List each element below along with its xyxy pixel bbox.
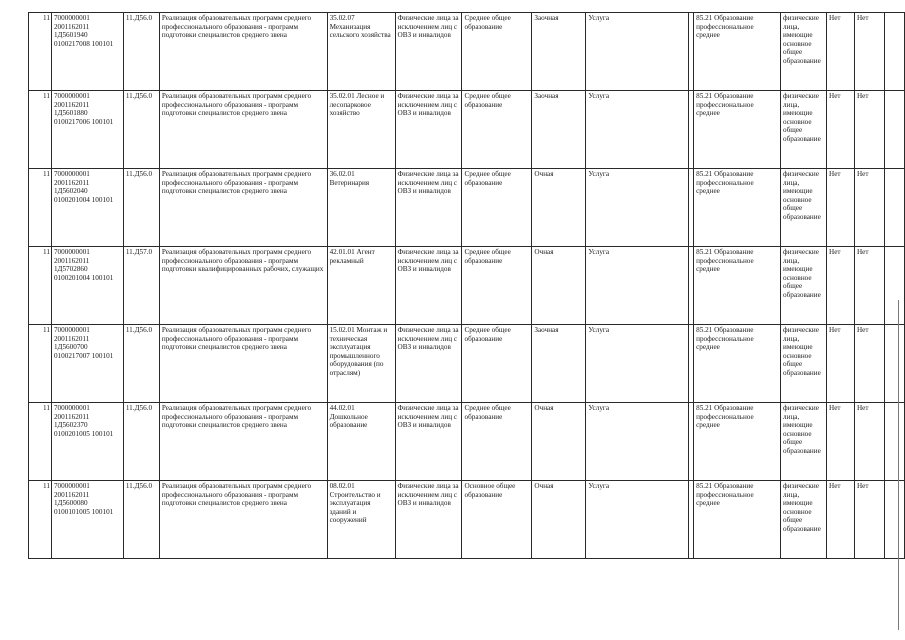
cell-program-name: Реализация образовательных программ среднего профессионального образования - программ подготовки специалистов среднего звена (159, 403, 327, 481)
cell-specialty: 35.02.07 Механизация сельского хозяйства (327, 13, 395, 91)
cell-row-number: 11 (29, 481, 52, 559)
cell-row-number: 11 (29, 325, 52, 403)
cell-education-base: Среднее общее образование (462, 325, 532, 403)
table-row (29, 91, 905, 169)
cell-okved: 85.21 Образование профессиональное среднее (694, 481, 781, 559)
cell-okved: 85.21 Образование профессиональное среднее (694, 91, 781, 169)
cell-specialty: 08.02.01 Строительство и эксплуатация зданий и сооружений (327, 481, 395, 559)
cell-program-name: Реализация образовательных программ среднего профессионального образования - программ подготовки специалистов среднего звена (159, 169, 327, 247)
table-row (29, 325, 905, 403)
cell-specialty: 35.02.01 Лесное и лесопарковое хозяйство (327, 91, 395, 169)
cell-registry-code: 7000000001 2001162011 1Д5702860 0100201004 100101 (51, 247, 123, 325)
cell-specialty: 15.02.01 Монтаж и техническая эксплуатация промышленного оборудования (по отраслям) (327, 325, 395, 403)
cell-study-form: Очная (532, 481, 586, 559)
table-row (29, 481, 905, 559)
cell-specialty: 42.01.01 Агент рекламный (327, 247, 395, 325)
cell-registry-code: 7000000001 2001162011 1Д5602370 0100201005 100101 (51, 403, 123, 481)
cell-flag-1: Нет (827, 169, 855, 247)
cell-recipient-category: Физические лица за исключением лиц с ОВЗ и инвалидов (395, 325, 462, 403)
cell-row-number: 11 (29, 247, 52, 325)
cell-flag-1: Нет (827, 13, 855, 91)
cell-flag-1: Нет (827, 325, 855, 403)
cell-recipient-category: Физические лица за исключением лиц с ОВЗ и инвалидов (395, 247, 462, 325)
cell-study-form: Заочная (532, 13, 586, 91)
cell-program-name: Реализация образовательных программ среднего профессионального образования - программ подготовки квалифицированных рабочих, служащих (159, 247, 327, 325)
cell-specialty: 44.02.01 Дошкольное образование (327, 403, 395, 481)
cell-recipients: физические лица, имеющие основное общее образование (781, 91, 827, 169)
scan-edge-line (898, 300, 899, 630)
cell-recipient-category: Физические лица за исключением лиц с ОВЗ и инвалидов (395, 13, 462, 91)
cell-empty-end (884, 13, 904, 91)
cell-recipient-category: Физические лица за исключением лиц с ОВЗ и инвалидов (395, 91, 462, 169)
cell-kind: Услуга (586, 91, 689, 169)
cell-study-form: Очная (532, 247, 586, 325)
cell-recipient-category: Физические лица за исключением лиц с ОВЗ и инвалидов (395, 403, 462, 481)
table-row (29, 13, 905, 91)
cell-empty-end (884, 247, 904, 325)
cell-recipients: физические лица, имеющие основное общее образование (781, 169, 827, 247)
cell-okved: 85.21 Образование профессиональное среднее (694, 325, 781, 403)
table-row (29, 247, 905, 325)
cell-okved: 85.21 Образование профессиональное среднее (694, 403, 781, 481)
cell-row-number: 11 (29, 403, 52, 481)
cell-service-type: 11.Д57.0 (123, 247, 159, 325)
cell-program-name: Реализация образовательных программ среднего профессионального образования - программ подготовки специалистов среднего звена (159, 91, 327, 169)
cell-row-number: 11 (29, 91, 52, 169)
cell-service-type: 11.Д56.0 (123, 403, 159, 481)
cell-education-base: Среднее общее образование (462, 247, 532, 325)
cell-empty-end (884, 403, 904, 481)
registry-table-container (28, 12, 905, 559)
cell-kind: Услуга (586, 403, 689, 481)
cell-study-form: Заочная (532, 91, 586, 169)
cell-recipient-category: Физические лица за исключением лиц с ОВЗ и инвалидов (395, 169, 462, 247)
cell-flag-1: Нет (827, 247, 855, 325)
cell-study-form: Очная (532, 169, 586, 247)
cell-study-form: Заочная (532, 325, 586, 403)
cell-recipients: физические лица, имеющие основное общее образование (781, 481, 827, 559)
cell-program-name: Реализация образовательных программ среднего профессионального образования - программ подготовки специалистов среднего звена (159, 13, 327, 91)
cell-kind: Услуга (586, 169, 689, 247)
cell-row-number: 11 (29, 13, 52, 91)
cell-empty-end (884, 325, 904, 403)
cell-flag-2: Нет (854, 247, 884, 325)
cell-okved: 85.21 Образование профессиональное среднее (694, 247, 781, 325)
cell-recipients: физические лица, имеющие основное общее образование (781, 247, 827, 325)
table-row (29, 403, 905, 481)
cell-recipients: физические лица, имеющие основное общее образование (781, 13, 827, 91)
cell-program-name: Реализация образовательных программ среднего профессионального образования - программ подготовки специалистов среднего звена (159, 481, 327, 559)
cell-education-base: Среднее общее образование (462, 91, 532, 169)
cell-specialty: 36.02.01 Ветеринария (327, 169, 395, 247)
cell-study-form: Очная (532, 403, 586, 481)
cell-row-number: 11 (29, 169, 52, 247)
cell-flag-2: Нет (854, 169, 884, 247)
cell-education-base: Среднее общее образование (462, 169, 532, 247)
cell-registry-code: 7000000001 2001162011 1Д5600080 0100101005 100101 (51, 481, 123, 559)
cell-kind: Услуга (586, 13, 689, 91)
cell-okved: 85.21 Образование профессиональное среднее (694, 169, 781, 247)
cell-flag-2: Нет (854, 13, 884, 91)
cell-registry-code: 7000000001 2001162011 1Д5602040 0100201004 100101 (51, 169, 123, 247)
cell-kind: Услуга (586, 247, 689, 325)
cell-empty-end (884, 91, 904, 169)
cell-service-type: 11.Д56.0 (123, 481, 159, 559)
cell-education-base: Среднее общее образование (462, 403, 532, 481)
cell-program-name: Реализация образовательных программ среднего профессионального образования - программ подготовки специалистов среднего звена (159, 325, 327, 403)
cell-recipients: физические лица, имеющие основное общее образование (781, 403, 827, 481)
cell-education-base: Среднее общее образование (462, 13, 532, 91)
cell-service-type: 11.Д56.0 (123, 13, 159, 91)
cell-flag-2: Нет (854, 481, 884, 559)
cell-service-type: 11.Д56.0 (123, 169, 159, 247)
cell-flag-1: Нет (827, 403, 855, 481)
cell-kind: Услуга (586, 325, 689, 403)
cell-recipients: физические лица, имеющие основное общее образование (781, 325, 827, 403)
cell-recipient-category: Физические лица за исключением лиц с ОВЗ и инвалидов (395, 481, 462, 559)
cell-okved: 85.21 Образование профессиональное среднее (694, 13, 781, 91)
cell-service-type: 11.Д56.0 (123, 91, 159, 169)
cell-registry-code: 7000000001 2001162011 1Д5601880 0100217006 100101 (51, 91, 123, 169)
registry-rows (29, 13, 905, 559)
cell-education-base: Основное общее образование (462, 481, 532, 559)
cell-flag-1: Нет (827, 91, 855, 169)
table-row (29, 169, 905, 247)
cell-flag-2: Нет (854, 403, 884, 481)
cell-flag-2: Нет (854, 91, 884, 169)
cell-service-type: 11.Д56.0 (123, 325, 159, 403)
cell-empty-end (884, 481, 904, 559)
cell-kind: Услуга (586, 481, 689, 559)
cell-flag-2: Нет (854, 325, 884, 403)
cell-empty-end (884, 169, 904, 247)
cell-registry-code: 7000000001 2001162011 1Д5601940 0100217008 100101 (51, 13, 123, 91)
registry-table (28, 12, 905, 559)
cell-registry-code: 7000000001 2001162011 1Д5600700 0100217007 100101 (51, 325, 123, 403)
cell-flag-1: Нет (827, 481, 855, 559)
